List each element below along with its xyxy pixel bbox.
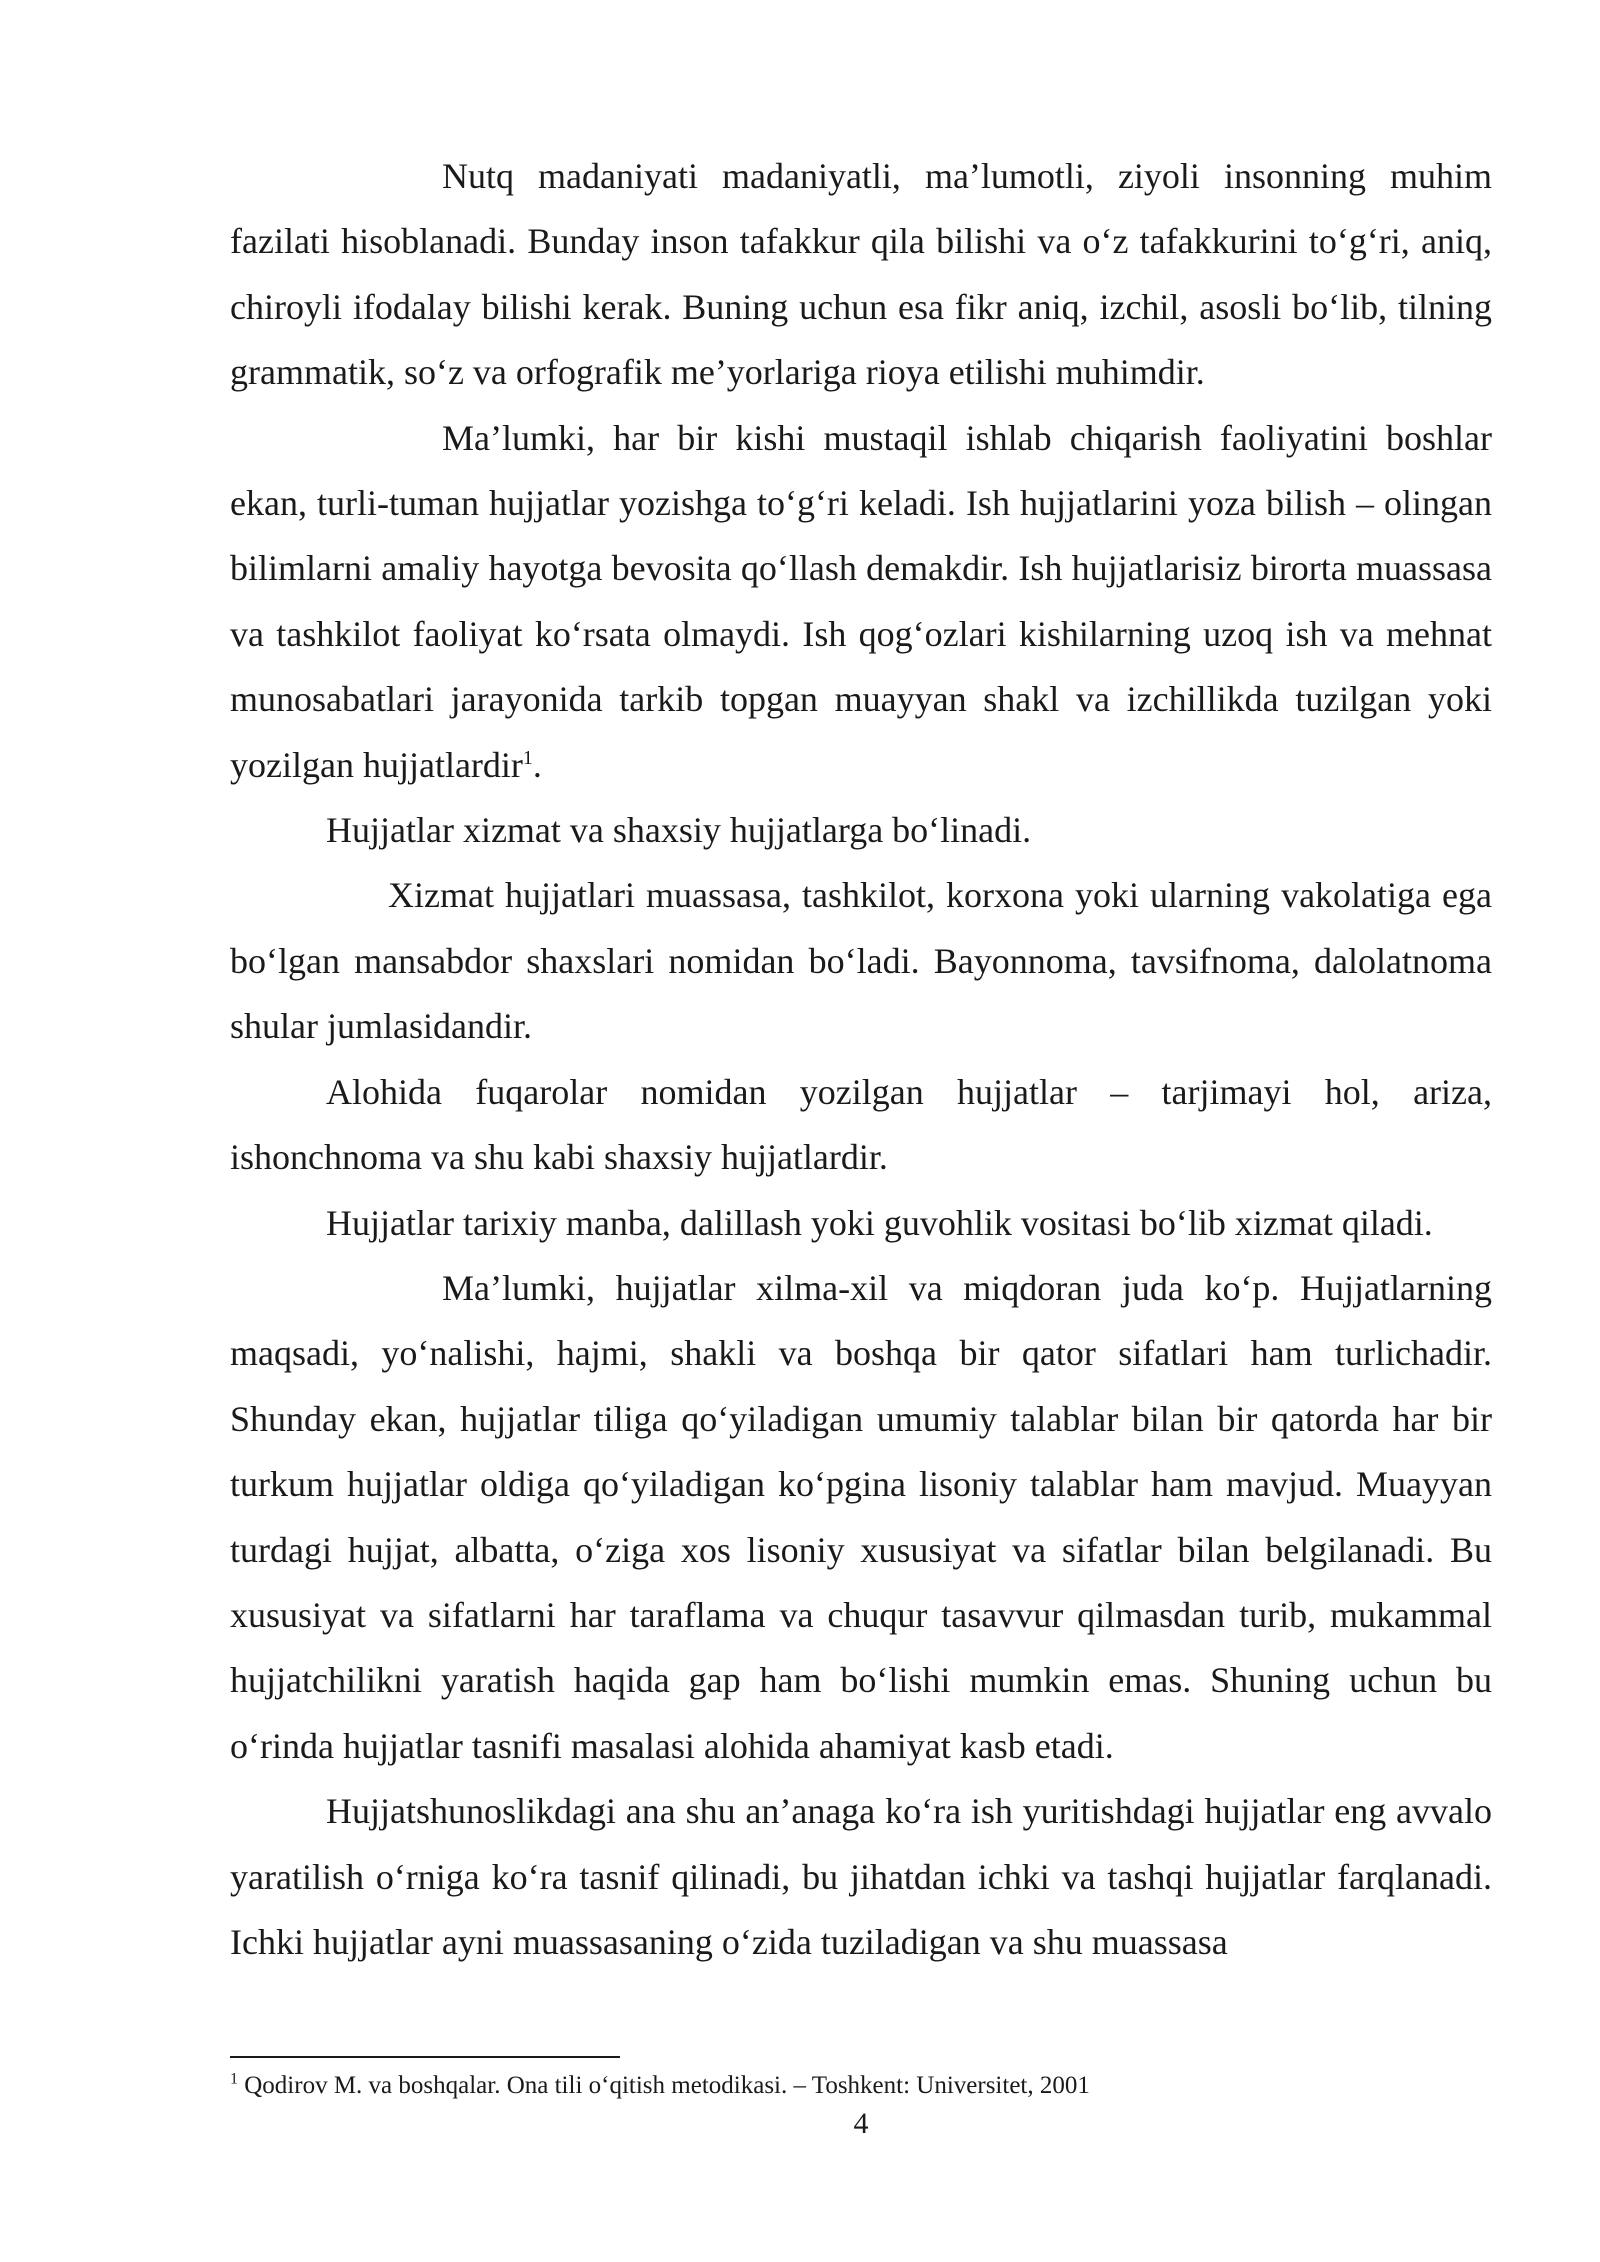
paragraph-2-end-punctuation: . bbox=[532, 744, 542, 785]
paragraph-4: Xizmat hujjatlari muassasa, tashkilot, korxona yoki ularning vakolatiga ega bo‘lgan mansabdor shaxslari nomidan bo‘ladi. Bayonnoma, tavsifnoma, dalolatnoma shular jumlasidandir. bbox=[230, 875, 1492, 1047]
paragraph-1: Nutq madaniyati madaniyatli, ma’lumotli, ziyoli insonning muhim fazilati hisoblanadi. Bunday inson tafakkur qila bilishi va o‘z tafakkurini to‘g‘ri, aniq, chiroyli ifodalay bilishi kerak. Buning uchun esa fikr aniq, izchil, asosli bo‘lib, tilning grammatik, so‘z va orfografik me’yorlariga rioya etilishi muhimdir. bbox=[230, 156, 1492, 393]
paragraph-7: Ma’lumki, hujjatlar xilma-xil va miqdoran juda ko‘p. Hujjatlarning maqsadi, yo‘nalishi, hajmi, shakli va boshqa bir qator sifatlari ham turlichadir. Shunday ekan, hujjatlar tiliga qo‘yiladigan umumiy talablar bilan bir qatorda har bir turkum hujjatlar oldiga qo‘yiladigan ko‘pgina lisoniy talablar ham mavjud. Muayyan turdagi hujjat, albatta, o‘ziga xos lisoniy xususiyat va sifatlar bilan belgilanadi. Bu xususiyat va sifatlarni har taraflama va chuqur tasavvur qilmasdan turib, mukammal hujjatchilikni yaratish haqida gap ham bo‘lishi mumkin emas. Shuning uchun bu o‘rinda hujjatlar tasnifi masalasi alohida ahamiyat kasb etadi. bbox=[230, 1267, 1492, 1766]
paragraph-6: Hujjatlar tarixiy manba, dalillash yoki guvohlik vositasi bo‘lib xizmat qiladi. bbox=[326, 1202, 1433, 1243]
page-number: 4 bbox=[853, 2107, 869, 2140]
footnote bbox=[230, 2070, 1492, 2102]
body-text bbox=[230, 144, 1492, 1975]
footnote-text: Qodirov M. va boshqalar. Ona tili o‘qitish metodikasi. – Toshkent: Universitet, 2001 bbox=[244, 2072, 1090, 2099]
paragraph-2-text: Ma’lumki, har bir kishi mustaqil ishlab chiqarish faoliyatini boshlar ekan, turli-tuman hujjatlar yozishga to‘g‘ri keladi. Ish hujjatlarini yoza bilish – olingan bilimlarni amaliy hayotga bevosita qo‘llash demakdir. Ish hujjatlarisiz birorta muassasa va tashkilot faoliyat ko‘rsata olmaydi. Ish qog‘ozlari kishilarning uzoq ish va mehnat munosabatlari jarayonida tarkib topgan muayyan shakl va izchillikda tuzilgan yoki yozilgan hujjatlardir bbox=[230, 417, 1492, 785]
paragraph-3: Hujjatlar xizmat va shaxsiy hujjatlarga bo‘linadi. bbox=[326, 810, 1032, 851]
paragraph-2 bbox=[230, 406, 1492, 798]
paragraph-8: Hujjatshunoslikdagi ana shu an’anaga ko‘ra ish yuritishdagi hujjatlar eng avvalo yaratilish o‘rniga ko‘ra tasnif qilinadi, bu jihatdan ichki va tashqi hujjatlar farqlanadi. Ichki hujjatlar ayni muassasaning o‘zida tuziladigan va shu muassasa bbox=[230, 1791, 1492, 1962]
paragraph-5: Alohida fuqarolar nomidan yozilgan hujjatlar – tarjimayi hol, ariza, ishonchnoma va shu kabi shaxsiy hujjatlardir. bbox=[230, 1071, 1492, 1178]
footnote-separator bbox=[230, 2056, 620, 2058]
footnote-reference: 1 bbox=[522, 746, 533, 769]
footnote-marker: 1 bbox=[230, 2070, 238, 2088]
